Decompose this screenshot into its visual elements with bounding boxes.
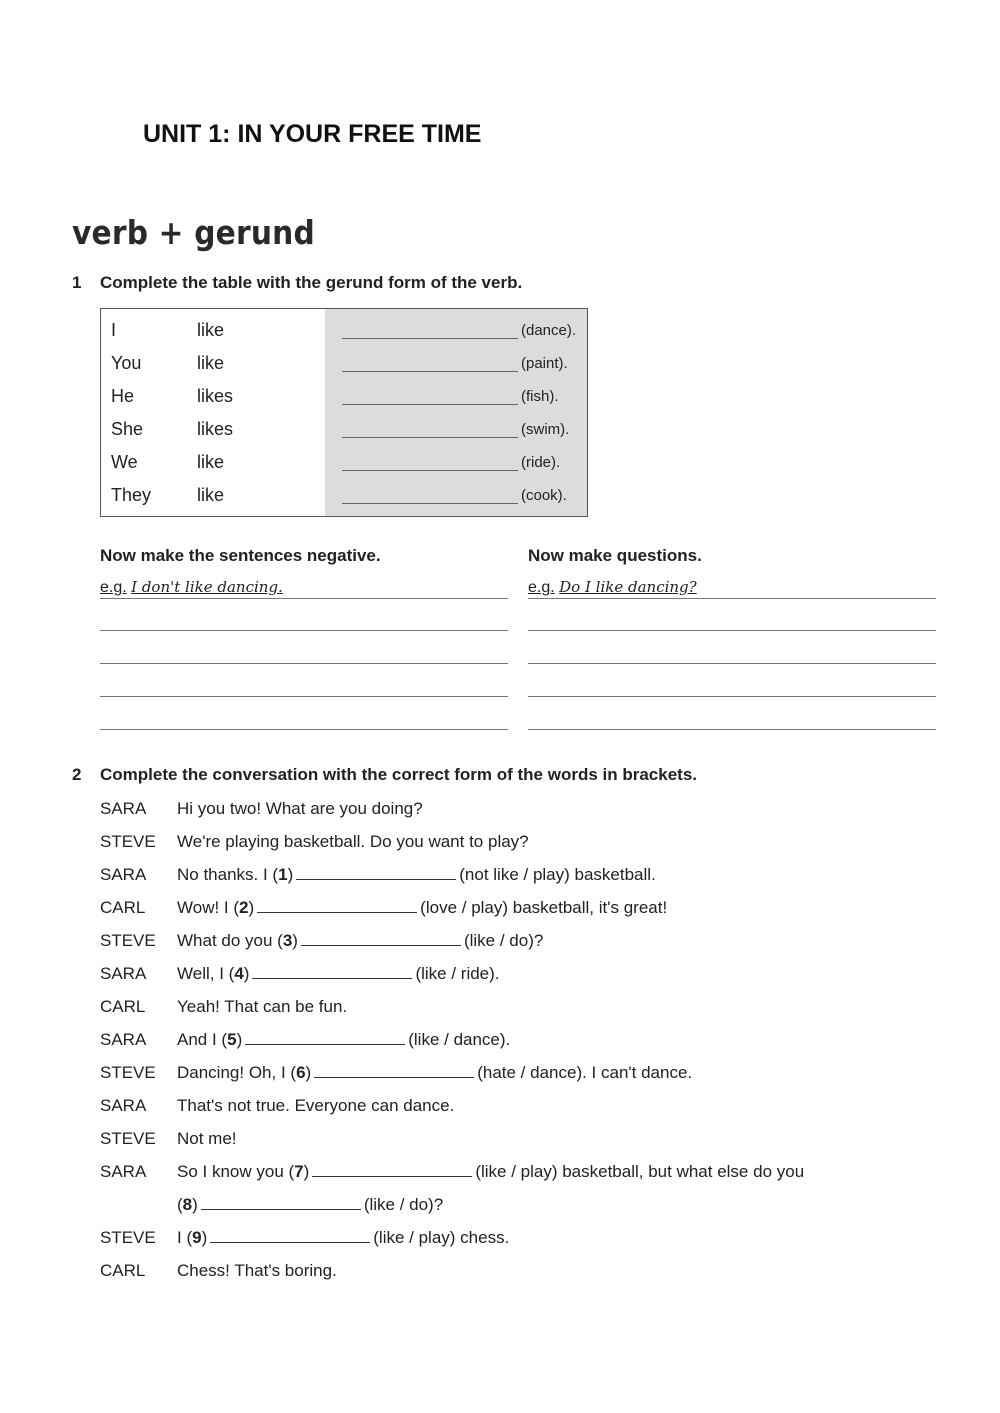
- gerund-table: [100, 308, 588, 517]
- table-row: [101, 378, 587, 411]
- line-text: [177, 997, 347, 1017]
- table-row: [101, 444, 587, 477]
- verb: likes: [197, 419, 234, 439]
- negative-answer-line[interactable]: [100, 663, 508, 664]
- answer-gap[interactable]: [201, 1195, 361, 1210]
- verb: like: [197, 452, 225, 472]
- line-text: Well, I (4) (like / ride).: [177, 964, 500, 983]
- speaker: SARA: [100, 799, 147, 818]
- speaker: CARL: [100, 997, 146, 1016]
- line-text: What do you (3) (like / do)?: [177, 931, 544, 950]
- question-answer-line: [528, 598, 936, 599]
- line-before: So I know you (: [177, 1162, 295, 1181]
- line-after: (not like / play) basketball.: [459, 865, 656, 884]
- line-after: (like / dance).: [408, 1030, 511, 1049]
- verb-hint: (cook).: [521, 487, 567, 504]
- negative-answer-line[interactable]: [100, 696, 508, 697]
- verb-hint: (ride).: [521, 454, 561, 471]
- answer-gap[interactable]: [314, 1063, 474, 1078]
- line-before: Chess! That's boring.: [177, 1261, 337, 1280]
- gap-number: 9: [192, 1228, 202, 1247]
- verb: likes: [197, 386, 234, 406]
- line-before: No thanks. I (: [177, 865, 279, 884]
- subject: You: [111, 353, 142, 373]
- line-before: We're playing basketball. Do you want to play?: [177, 832, 529, 851]
- line-text: I (9) (like / play) chess.: [177, 1228, 510, 1247]
- line-before: (: [177, 1195, 183, 1214]
- question-example: [528, 578, 697, 597]
- answer-gap[interactable]: [245, 1030, 405, 1045]
- question-answer-line[interactable]: [528, 729, 936, 730]
- speaker: STEVE: [100, 1063, 156, 1082]
- table-row: [101, 477, 587, 510]
- speaker: SARA: [100, 1096, 147, 1115]
- verb: like: [197, 353, 225, 373]
- line-text: Wow! I (2) (love / play) basketball, it's great!: [177, 898, 668, 917]
- subject: I: [111, 320, 117, 340]
- answer-gap[interactable]: [301, 931, 461, 946]
- example-sentence: Do I like dancing?: [559, 578, 697, 596]
- table-row: [101, 411, 587, 444]
- eg-label: e.g.: [100, 579, 127, 596]
- gap-number: 8: [182, 1195, 193, 1214]
- speaker: STEVE: [100, 1228, 156, 1247]
- line-text: So I know you (7) (like / play) basketball, but what else do you: [177, 1162, 805, 1181]
- verb-hint: (swim).: [521, 421, 570, 438]
- subject: He: [111, 386, 135, 406]
- section-title: verb + gerund: [72, 213, 315, 252]
- gap-number: 2: [239, 898, 249, 917]
- unit-title: UNIT 1: IN YOUR FREE TIME: [143, 120, 482, 148]
- line-text: [177, 1261, 337, 1281]
- line-before: Dancing! Oh, I (: [177, 1063, 297, 1082]
- answer-gap[interactable]: [312, 1162, 472, 1177]
- table-row: [101, 345, 587, 378]
- speaker: STEVE: [100, 1129, 156, 1148]
- line-before: Hi you two! What are you doing?: [177, 799, 423, 818]
- example-sentence: I don't like dancing.: [131, 578, 283, 596]
- subject: They: [111, 485, 152, 505]
- line-before: Wow! I (: [177, 898, 240, 917]
- line-after: (like / play) chess.: [373, 1228, 510, 1247]
- answer-blank[interactable]: [342, 503, 518, 504]
- gap-number: 7: [294, 1162, 304, 1181]
- line-text: [177, 832, 529, 852]
- speaker: STEVE: [100, 832, 156, 851]
- speaker: CARL: [100, 898, 146, 917]
- answer-gap[interactable]: [296, 865, 456, 880]
- line-after: (love / play) basketball, it's great!: [420, 898, 668, 917]
- question-answer-line[interactable]: [528, 663, 936, 664]
- answer-gap[interactable]: [210, 1228, 370, 1243]
- exercise-2-heading: [72, 765, 697, 785]
- questions-heading: Now make questions.: [528, 546, 702, 565]
- line-text: [177, 1129, 237, 1149]
- negative-example: [100, 578, 283, 597]
- line-text: No thanks. I (1) (not like / play) basketball.: [177, 865, 656, 884]
- exercise-1-heading: [72, 273, 522, 293]
- answer-blank[interactable]: [342, 470, 518, 471]
- answer-blank[interactable]: [342, 371, 518, 372]
- line-after: (like / do)?: [363, 1195, 444, 1214]
- verb: like: [197, 485, 225, 505]
- line-after: (hate / dance). I can't dance.: [477, 1063, 693, 1082]
- speaker: SARA: [100, 1030, 147, 1049]
- line-after: (like / ride).: [415, 964, 500, 983]
- question-answer-line[interactable]: [528, 630, 936, 631]
- line-before: That's not true. Everyone can dance.: [177, 1096, 455, 1115]
- verb-hint: (dance).: [521, 322, 577, 339]
- table-row: [101, 312, 587, 345]
- line-before: Yeah! That can be fun.: [177, 997, 348, 1016]
- gap-number: 4: [234, 964, 244, 983]
- verb-hint: (paint).: [521, 355, 568, 372]
- line-text: (8) (like / do)?: [177, 1195, 444, 1214]
- gap-number: 1: [278, 865, 288, 884]
- answer-blank[interactable]: [342, 437, 518, 438]
- exercise-number: 2: [72, 765, 82, 784]
- answer-blank[interactable]: [342, 338, 518, 339]
- line-after: (like / play) basketball, but what else do you: [475, 1162, 805, 1181]
- answer-blank[interactable]: [342, 404, 518, 405]
- speaker: CARL: [100, 1261, 146, 1280]
- verb-hint: (fish).: [521, 388, 559, 405]
- gap-number: 5: [227, 1030, 237, 1049]
- exercise-instruction: Complete the table with the gerund form of the verb.: [100, 273, 523, 292]
- line-before: I (: [177, 1228, 193, 1247]
- exercise-number: 1: [72, 273, 82, 292]
- subject: We: [111, 452, 138, 472]
- line-after: (like / do)?: [463, 931, 544, 950]
- line-text: [177, 1096, 454, 1116]
- line-before: What do you (: [177, 931, 283, 950]
- exercise-instruction: Complete the conversation with the correct form of the words in brackets.: [100, 765, 698, 784]
- line-before: Well, I (: [177, 964, 235, 983]
- eg-label: e.g.: [528, 579, 555, 596]
- line-before: And I (: [177, 1030, 228, 1049]
- line-text: [177, 799, 423, 819]
- line-before: Not me!: [177, 1129, 237, 1148]
- negative-answer-line: [100, 598, 508, 599]
- gap-number: 6: [296, 1063, 306, 1082]
- subject: She: [111, 419, 144, 439]
- question-answer-line[interactable]: [528, 696, 936, 697]
- gap-number: 3: [282, 931, 293, 950]
- verb: like: [197, 320, 225, 340]
- negative-answer-line[interactable]: [100, 729, 508, 730]
- answer-gap[interactable]: [257, 898, 417, 913]
- line-text: Dancing! Oh, I (6) (hate / dance). I can't dance.: [177, 1063, 693, 1082]
- speaker: SARA: [100, 1162, 147, 1181]
- negative-heading: Now make the sentences negative.: [100, 546, 381, 565]
- speaker: SARA: [100, 865, 147, 884]
- line-text: And I (5) (like / dance).: [177, 1030, 511, 1049]
- speaker: SARA: [100, 964, 147, 983]
- negative-answer-line[interactable]: [100, 630, 508, 631]
- speaker: STEVE: [100, 931, 156, 950]
- answer-gap[interactable]: [252, 964, 412, 979]
